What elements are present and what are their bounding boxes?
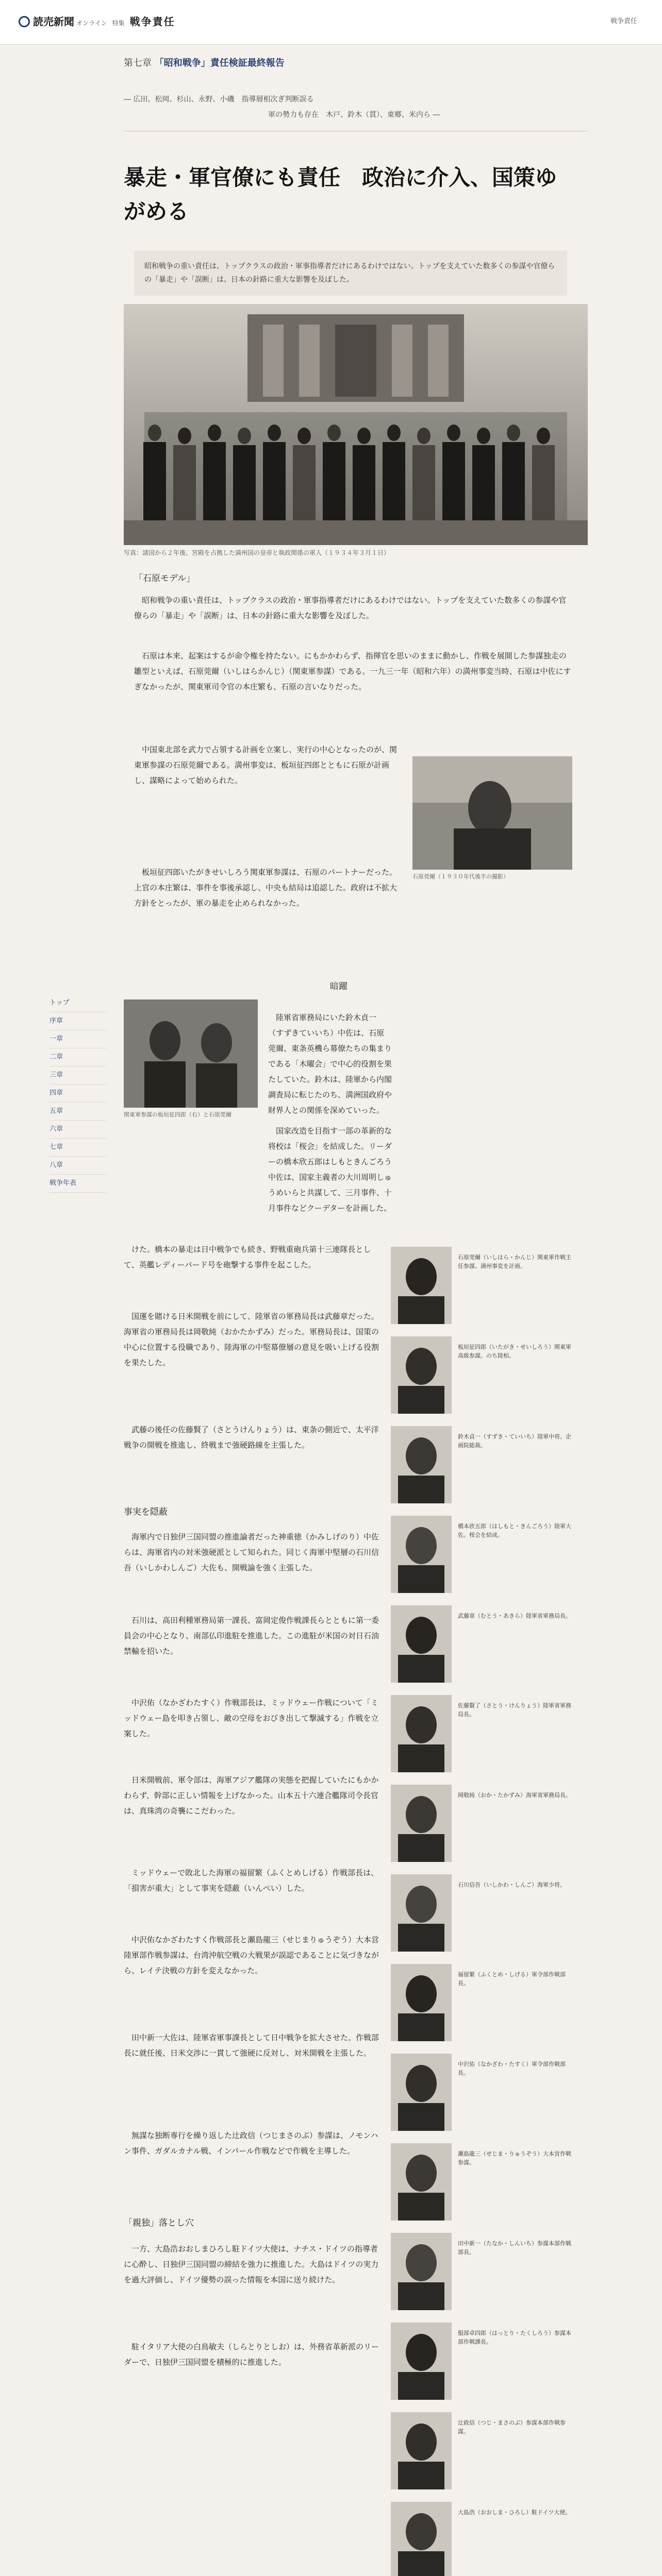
paragraph: 板垣征四郎いたがきせいしろう関東軍参謀は、石原のパートナーだった。上官の本庄繁は、事件を事後承認し、中央も結局は追認した。政府は不拡大方針をとったが、軍の暴走を止められなかった。	[134, 868, 398, 908]
chapter-heading	[124, 56, 285, 69]
paragraph: 国家改造を目指す一部の革新的な将校は「桜会」を結成した。リーダーの橋本欣五郎はしもときんごろう中佐は、国家主義者の大川周明しゅうめいらと共謀して、三月事件、十月事件などクーデターを計画した。	[268, 1126, 392, 1213]
portrait-photo	[391, 1247, 452, 1324]
paragraph: ミッドウェーで敗北した海軍の福留繁（ふくとめしげる）作戦部長は、「損害が重大」として事実を隠蔽（いんぺい）した。	[124, 1868, 379, 1893]
nav-link-top[interactable]: トップ	[49, 994, 106, 1012]
portrait-caption: 大島浩（おおしま・ひろし）駐ドイツ大使。	[458, 2509, 571, 2516]
portrait-photo	[391, 1336, 452, 1414]
portrait-caption: 武藤章（むとう・あきら）陸軍省軍務局長。	[458, 1613, 571, 1619]
nav-link-ch1[interactable]: 一章	[49, 1030, 106, 1048]
portrait-caption: 岡敬純（おか・たかずみ）海軍省軍務局長。	[458, 1792, 571, 1799]
ishiwara-photo	[412, 756, 572, 870]
portrait-photo	[391, 1426, 452, 1503]
portrait-card	[391, 1605, 576, 1683]
portrait-card	[391, 2502, 576, 2576]
portrait-card	[391, 2143, 576, 2221]
paragraph: 国運を賭ける日米開戦を前にして、陸軍省の軍務局長は武藤章だった。海軍省の軍務局長は岡敬純（おかたかずみ）だった。軍務局長は、国策の中心に位置する役職であり、陸海軍の中堅幕僚層の意見を吸い上げる役割を果たした。	[124, 1312, 379, 1367]
section-title: 事実を隠蔽	[124, 1507, 168, 1517]
series-top-link[interactable]: 戦争責任	[610, 18, 637, 25]
nav-link-ch7[interactable]: 七章	[49, 1139, 106, 1157]
paragraph: 駐イタリア大使の白鳥敏夫（しらとりとしお）は、外務省革新派のリーダーで、日独伊三国同盟を積極的に推進した。	[124, 2342, 379, 2367]
portrait-card	[391, 1247, 576, 1324]
section-title: 暗躍	[330, 981, 347, 992]
subhead-line1: ― 広田、松岡、杉山、永野、小磯 指導層相次ぎ判断誤る	[124, 95, 314, 104]
portrait-card	[391, 1695, 576, 1772]
hero-photo	[124, 304, 588, 545]
portrait-photo	[391, 1964, 452, 2041]
paragraph: 陸軍省軍務局にいた鈴木貞一（すずきていいち）中佐は、石原莞爾、東条英機ら幕僚たちの集まりである「木曜会」で中心的役割を果たしていた。鈴木は、陸軍から内閣調査局に転じたのち、満洲国政府や財界人との関係を深めていった。	[268, 1013, 392, 1115]
nav-link-prologue[interactable]: 序章	[49, 1012, 106, 1030]
portrait-card	[391, 2323, 576, 2400]
section-label: 特集	[112, 20, 125, 27]
portrait-photo	[391, 2233, 452, 2310]
paragraph: けた。橋本の暴走は日中戦争でも続き、野戦重砲兵第十三連隊長として、英艦レディーバード号を砲撃する事件を起こした。	[124, 1245, 371, 1269]
portrait-caption: 板垣征四郎（いたがき・せいしろう）関東軍高級参謀。のち陸相。	[458, 1344, 571, 1359]
portrait-card	[391, 1874, 576, 1952]
portrait-card	[391, 2054, 576, 2131]
nav-link-ch3[interactable]: 三章	[49, 1066, 106, 1084]
sakurakai-photo	[124, 999, 258, 1108]
portrait-card	[391, 1785, 576, 1862]
portrait-photo	[391, 1874, 452, 1952]
section-title: 「親独」落とし穴	[124, 2218, 194, 2228]
portrait-photo	[391, 2323, 452, 2400]
logo-mark-icon	[19, 16, 30, 27]
chapter-number: 第七章	[124, 58, 152, 69]
portrait-card	[391, 1964, 576, 2041]
hero-caption: 写真：諸国から２年後、宮殿を占拠した満州国の皇帝と執政関係の軍人（１９３４年３月１日）	[124, 549, 390, 556]
brand-online: オンライン	[76, 20, 107, 27]
subhead-line2: 軍の勢力も存在 木戸、鈴木（貫）、東郷、米内ら ―	[268, 111, 440, 119]
series-title: 戦争責任	[129, 15, 175, 28]
paragraph: 中沢佑なかざわたすく作戦部長と瀬島龍三（せじまりゅうぞう）大本営陸軍部作戦参謀は、台湾沖航空戦の大戦果が誤認であることに気づきながら、レイテ決戦の方針を変えなかった。	[124, 1935, 379, 1975]
brand-name: 読売新聞	[33, 15, 74, 28]
portrait-caption: 服部卓四郎（はっとり・たくしろう）参謀本部作戦課長。	[458, 2330, 571, 2345]
portrait-caption: 辻政信（つじ・まさのぶ）参謀本部作戦参謀。	[458, 2419, 566, 2435]
photo-caption: 石原莞爾（１９３０年代後半の撮影）	[412, 873, 509, 880]
nav-link-ch4[interactable]: 四章	[49, 1084, 106, 1103]
chapter-title: 「昭和戦争」責任検証最終報告	[154, 58, 285, 69]
paragraph: 昭和戦争の重い責任は、トップクラスの政治・軍事指導者だけにあるわけではない。トップを支えていた数多くの参謀や官僚らの「暴走」や「誤断」は、日本の針路に重大な影響を及ぼした。	[134, 596, 567, 620]
portrait-card	[391, 2233, 576, 2310]
site-header	[0, 0, 662, 45]
portrait-photo	[391, 1605, 452, 1683]
section-title: 「石原モデル」	[134, 573, 195, 584]
photo-caption: 関東軍参謀の板垣征四郎（右）と石原莞爾	[124, 1111, 231, 1118]
paragraph: 中沢佑（なかざわたすく）作戦部長は、ミッドウェー作戦について「ミッドウェー島を叩き占領し、敵の空母をおびき出して撃滅する」作戦を立案した。	[124, 1698, 379, 1738]
portrait-caption: 福留繁（ふくとめ・しげる）軍令部作戦部長。	[458, 1971, 566, 1987]
portrait-caption: 鈴木貞一（すずき・ていいち）陸軍中将。企画院総裁。	[458, 1433, 572, 1449]
nav-link-ch5[interactable]: 五章	[49, 1103, 106, 1121]
portrait-photo	[391, 1695, 452, 1772]
lead-paragraph: 昭和戦争の重い責任は、トップクラスの政治・軍事指導者だけにあるわけではない。トップを支えていた数多くの参謀や官僚らの「暴走」や「誤断」は、日本の針路に重大な影響を及ぼした。	[134, 250, 567, 296]
portrait-caption: 橋本欣五郎（はしもと・きんごろう）陸軍大佐。桜会を結成。	[458, 1523, 571, 1538]
page-title: 暴走・軍官僚にも責任 政治に介入、国策ゆがめる	[124, 165, 557, 224]
nav-link-chronology[interactable]: 戦争年表	[49, 1175, 106, 1193]
portrait-card	[391, 1516, 576, 1593]
portrait-card	[391, 1426, 576, 1503]
portrait-caption: 石原莞爾（いしはら・かんじ）関東軍作戦主任参謀。満州事変を計画。	[458, 1254, 571, 1269]
paragraph: 石原は本来、起案はするが命令権を持たない。にもかかわらず、指揮官を思いのままに動かし、作戦を展開した参謀独走の雛型といえば、石原莞爾（いしはらかんじ）（関東軍参謀）である。一九三一年（昭和六年）の満州事変当時、石原は中佐にすぎなかったが、関東軍司令官の本庄繁も、石原の言いなりだった。	[134, 651, 571, 691]
paragraph: 海軍内で日独伊三国同盟の推進論者だった神重徳（かみしげのり）中佐らは、海軍省内の対米強硬派として知られた。同じく海軍中堅層の石川信吾（いしかわしんご）大佐も、開戦論を強く主張した。	[124, 1532, 379, 1572]
paragraph: 日米開戦前、軍令部は、海軍アジア艦隊の実態を把握していたにもかかわらず、幹部に正しい情報を上げなかった。山本五十六連合艦隊司令長官は、真珠湾の奇襲にこだわった。	[124, 1775, 379, 1816]
portrait-caption: 中沢佑（なかざわ・たすく）軍令部作戦部長。	[458, 2061, 566, 2076]
portrait-caption: 瀬島龍三（せじま・りゅうぞう）大本営作戦参謀。	[458, 2150, 571, 2166]
subheads	[124, 92, 588, 123]
paragraph: 武藤の後任の佐藤賢了（さとうけんりょう）は、東条の側近で、太平洋戦争の開戦を推進し、終戦まで強硬路線を主張した。	[124, 1425, 379, 1450]
chapter-nav	[49, 994, 106, 1193]
portrait-caption: 田中新一（たなか・しんいち）参謀本部作戦部長。	[458, 2240, 571, 2256]
portrait-photo	[391, 2412, 452, 2489]
portrait-photo	[391, 2143, 452, 2221]
portrait-photo	[391, 2054, 452, 2131]
portrait-photo	[391, 1785, 452, 1862]
portrait-card	[391, 1336, 576, 1414]
site-logo[interactable]	[19, 13, 175, 28]
portrait-photo	[391, 1516, 452, 1593]
portrait-caption: 佐藤賢了（さとう・けんりょう）陸軍省軍務局長。	[458, 1702, 571, 1718]
nav-link-ch8[interactable]: 八章	[49, 1157, 106, 1175]
paragraph: 一方、大島浩おおしまひろし駐ドイツ大使は、ナチス・ドイツの指導者に心酔し、日独伊三国同盟の締結を強力に推進した。大島はドイツの実力を過大評価し、ドイツ優勢の誤った情報を本国に送り続けた。	[124, 2244, 379, 2284]
portrait-card	[391, 2412, 576, 2489]
paragraph: 田中新一大佐は、陸軍省軍事課長として日中戦争を拡大させた。作戦部長に就任後、日米交渉に一貫して強硬に反対し、対米開戦を主張した。	[124, 2033, 379, 2058]
portrait-caption: 石川信吾（いしかわ・しんご）海軍少将。	[458, 1882, 566, 1888]
nav-link-ch2[interactable]: 二章	[49, 1048, 106, 1066]
paragraph: 無謀な独断専行を繰り返した辻政信（つじまさのぶ）参謀は、ノモンハン事件、ガダルカナル戦、インパール作戦などで作戦を主導した。	[124, 2131, 378, 2156]
paragraph: 中国東北部を武力で占領する計画を立案し、実行の中心となったのが、関東軍参謀の石原莞爾である。満州事変は、板垣征四郎とともに石原が計画し、謀略によって始められた。	[134, 745, 398, 785]
nav-link-ch6[interactable]: 六章	[49, 1121, 106, 1139]
portrait-photo	[391, 2502, 452, 2576]
paragraph: 石川は、高田利種軍務局第一課長、富岡定俊作戦課長らとともに第一委員会の中心となり、南部仏印進駐を推進した。この進駐が米国の対日石油禁輸を招いた。	[124, 1616, 379, 1656]
